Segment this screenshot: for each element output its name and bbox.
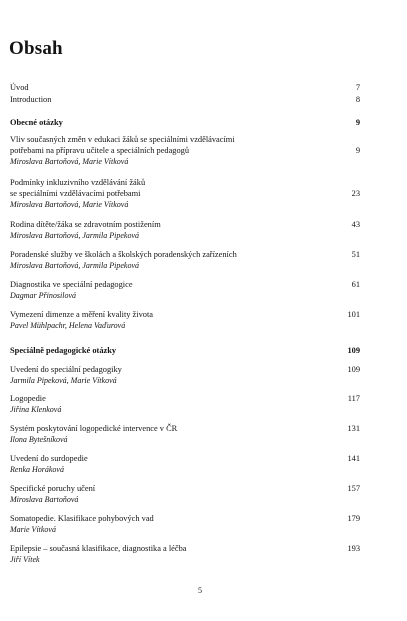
entry-page: 179 [347, 514, 360, 523]
entry-title-line: Rodina dítěte/žáka se zdravotním postižením [10, 220, 161, 229]
toc-entry[interactable] [10, 543, 360, 565]
entry-authors: Pavel Mühlpachr, Helena Vaďurová [10, 321, 126, 330]
entry-title-line: Podmínky inkluzivního vzdělávání žáků [10, 178, 146, 187]
toc-entry[interactable] [10, 364, 360, 386]
entry-title-line: Uvedení do speciální pedagogiky [10, 365, 122, 374]
entry-title-line: Vliv současných změn v edukaci žáků se speciálními vzdělávacími [10, 135, 235, 144]
toc-entry[interactable] [10, 393, 360, 415]
entry-authors: Jarmila Pipeková, Marie Vítková [10, 376, 117, 385]
entry-page: 157 [347, 484, 360, 493]
section-title: Obecné otázky [10, 118, 63, 127]
toc-entry[interactable] [10, 134, 360, 167]
entry-title: Introduction [10, 95, 52, 104]
entry-authors: Miroslava Bartoňová, Jarmila Pipeková [10, 231, 140, 240]
entry-authors: Marie Vítková [10, 525, 56, 534]
entry-page: 9 [355, 146, 360, 155]
entry-page: 7 [355, 83, 360, 92]
section-heading-obecne[interactable] [10, 117, 360, 128]
toc-entry[interactable] [10, 309, 360, 331]
entry-title-line: Logopedie [10, 394, 46, 403]
section-page: 9 [355, 118, 360, 127]
toc-entry[interactable] [10, 249, 360, 271]
toc-entry[interactable] [10, 453, 360, 475]
toc-entry[interactable] [10, 279, 360, 301]
entry-page: 101 [347, 310, 360, 319]
entry-title-line: se speciálními vzdělávacími potřebami [10, 189, 141, 198]
entry-title-line: Systém poskytování logopedické intervence v ČR [10, 424, 178, 433]
entry-page: 51 [351, 250, 360, 259]
entry-authors: Miroslava Bartoňová [10, 495, 79, 504]
entry-authors: Miroslava Bartoňová, Marie Vítková [10, 157, 129, 166]
entry-authors: Jiří Vítek [10, 555, 40, 564]
toc-entry-introduction[interactable] [10, 94, 360, 105]
page-title: Obsah [9, 38, 63, 59]
entry-authors: Renka Horáková [10, 465, 64, 474]
entry-title-line: Somatopedie. Klasifikace pohybových vad [10, 514, 154, 523]
entry-page: 117 [347, 394, 360, 403]
toc-entry[interactable] [10, 219, 360, 241]
entry-authors: Jiřina Klenková [10, 405, 62, 414]
entry-title-line: potřebami na přípravu učitele a speciálních pedagogů [10, 146, 190, 155]
entry-title-line: Uvedení do surdopedie [10, 454, 88, 463]
entry-title-line: Poradenské služby ve školách a školských poradenských zařízeních [10, 250, 237, 259]
section-page: 109 [347, 346, 360, 355]
entry-authors: Ilona Bytešníková [10, 435, 68, 444]
entry-title-line: Specifické poruchy učení [10, 484, 96, 493]
section-heading-specialne[interactable] [10, 345, 360, 356]
page-number: 5 [198, 586, 202, 595]
entry-page: 23 [351, 189, 360, 198]
toc-entry-uvod[interactable] [10, 82, 360, 93]
section-title: Speciálně pedagogické otázky [10, 346, 117, 355]
entry-page: 43 [351, 220, 360, 229]
entry-title-line: Epilepsie – současná klasifikace, diagnostika a léčba [10, 544, 187, 553]
entry-page: 141 [347, 454, 360, 463]
entry-authors: Miroslava Bartoňová, Jarmila Pipeková [10, 261, 140, 270]
toc-entry[interactable] [10, 423, 360, 445]
entry-page: 193 [347, 544, 360, 553]
entry-title-line: Vymezení dimenze a měření kvality života [10, 310, 154, 319]
toc-entry[interactable] [10, 513, 360, 535]
entry-title-line: Diagnostika ve speciální pedagogice [10, 280, 133, 289]
toc-entry[interactable] [10, 177, 360, 210]
entry-page: 8 [355, 95, 360, 104]
entry-page: 109 [347, 365, 360, 374]
entry-page: 131 [347, 424, 360, 433]
toc-entry[interactable] [10, 483, 360, 505]
entry-page: 61 [351, 280, 360, 289]
entry-title: Úvod [10, 83, 29, 92]
entry-authors: Dagmar Přinosilová [10, 291, 76, 300]
entry-authors: Miroslava Bartoňová, Marie Vítková [10, 200, 129, 209]
